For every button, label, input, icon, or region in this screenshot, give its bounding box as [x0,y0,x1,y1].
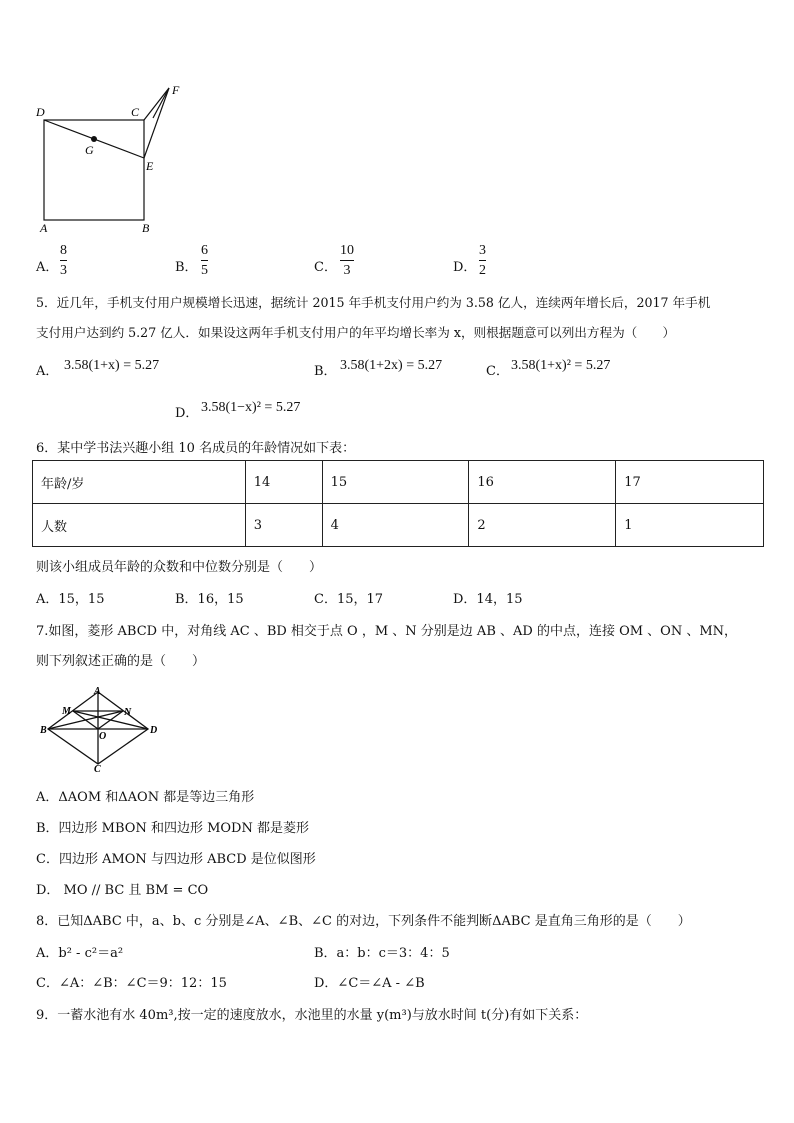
q4-option-c-letter: C． [314,260,337,275]
q7-line2: 则下列叙述正确的是（ ） [36,654,206,669]
q6-stem: 6．某中学书法兴趣小组 10 名成员的年龄情况如下表： [36,441,356,456]
rhombus-figure [40,684,160,772]
square-figure [30,80,200,240]
q4-option-a-fraction: 8 3 [60,243,67,278]
q6-option-d: D．14，15 [453,592,523,607]
q4-option-b-letter: B． [175,260,198,275]
rhombus-label-c: C [94,764,101,772]
q6-option-c: C．15，17 [314,592,384,607]
table-cell: 年龄/岁 [33,461,246,504]
q5-option-d-expr: 3.58(1−x)² = 5.27 [201,400,301,415]
q7-option-c: C．四边形 AMON 与四边形 ABCD 是位似图形 [36,852,316,867]
rhombus-label-m: M [62,706,71,717]
q4-option-d-fraction: 3 2 [479,243,486,278]
q4-option-a-letter: A． [36,260,59,275]
rhombus-label-b: B [40,725,47,736]
q6-question: 则该小组成员年龄的众数和中位数分别是（ ） [36,560,323,575]
q9-stem: 9．一蓄水池有水 40m³,按一定的速度放水，水池里的水量 y(m³)与放水时间 t(分)有如下关系： [36,1008,588,1023]
q6-option-b: B．16，15 [175,592,244,607]
table-header-row [33,461,764,504]
table-cell: 2 [469,504,616,547]
table-cell: 15 [322,461,469,504]
rhombus-label-n: N [124,707,132,718]
q5-option-b-letter: B． [314,364,337,379]
label-f: F [172,83,180,97]
q7-option-b: B．四边形 MBON 和四边形 MODN 都是菱形 [36,821,309,836]
q7-line1: 7.如图，菱形 ABCD 中，对角线 AC 、BD 相交于点 O ，M 、N 分别是边 AB 、AD 的中点，连接 OM 、ON 、MN， [36,624,738,639]
q4-option-c-fraction: 10 3 [340,243,354,278]
q5-option-c-letter: C． [486,364,509,379]
q8-option-d: D．∠C＝∠A - ∠B [314,976,425,991]
q8-stem: 8．已知ΔABC 中，a、b、c 分别是∠A、∠B、∠C 的对边，下列条件不能判断ΔABC 是直角三角形的是（ ） [36,914,691,929]
q5-line1: 5．近几年，手机支付用户规模增长迅速，据统计 2015 年手机支付用户约为 3.58 亿人，连续两年增长后，2017 年手机 [36,295,711,310]
q5-option-b-expr: 3.58(1+2x) = 5.27 [340,358,443,373]
point-g [91,136,97,142]
q7-option-a: A．ΔAOM 和ΔAON 都是等边三角形 [36,790,255,805]
rhombus-label-d: D [150,725,158,736]
q5-option-d-letter: D． [175,406,199,421]
label-c: C [131,105,140,119]
q5-line2: 支付用户达到约 5.27 亿人．如果设这两年手机支付用户的年平均增长率为 x，则根据题意可以列出方程为（ ） [36,325,676,340]
label-d: D [36,105,45,119]
q5-option-a-expr: 3.58(1+x) = 5.27 [64,358,160,373]
table-cell: 1 [616,504,764,547]
table-cell: 14 [245,461,322,504]
q6-option-a: A．15，15 [36,592,105,607]
age-table [32,460,764,547]
q5-option-c-expr: 3.58(1+x)² = 5.27 [511,358,611,373]
table-cell: 16 [469,461,616,504]
label-b: B [142,221,150,235]
q8-option-b: B．a：b：c＝3：4：5 [314,946,450,961]
rhombus-label-a: A [94,686,101,697]
table-row [33,504,764,547]
table-cell: 4 [322,504,469,547]
q7-option-d: D． MO // BC 且 BM = CO [36,883,209,898]
table-cell: 3 [245,504,322,547]
q5-option-a-letter: A． [36,364,59,379]
label-e: E [146,159,154,173]
q4-option-b-fraction: 6 5 [201,243,208,278]
label-g: G [85,143,94,157]
q8-option-c: C．∠A：∠B：∠C＝9：12：15 [36,976,227,991]
rhombus-label-o: O [99,731,107,742]
q8-option-a: A．b² - c²＝a² [36,946,124,961]
table-cell: 人数 [33,504,246,547]
label-a: A [40,221,48,235]
table-cell: 17 [616,461,764,504]
q4-option-d-letter: D． [453,260,477,275]
